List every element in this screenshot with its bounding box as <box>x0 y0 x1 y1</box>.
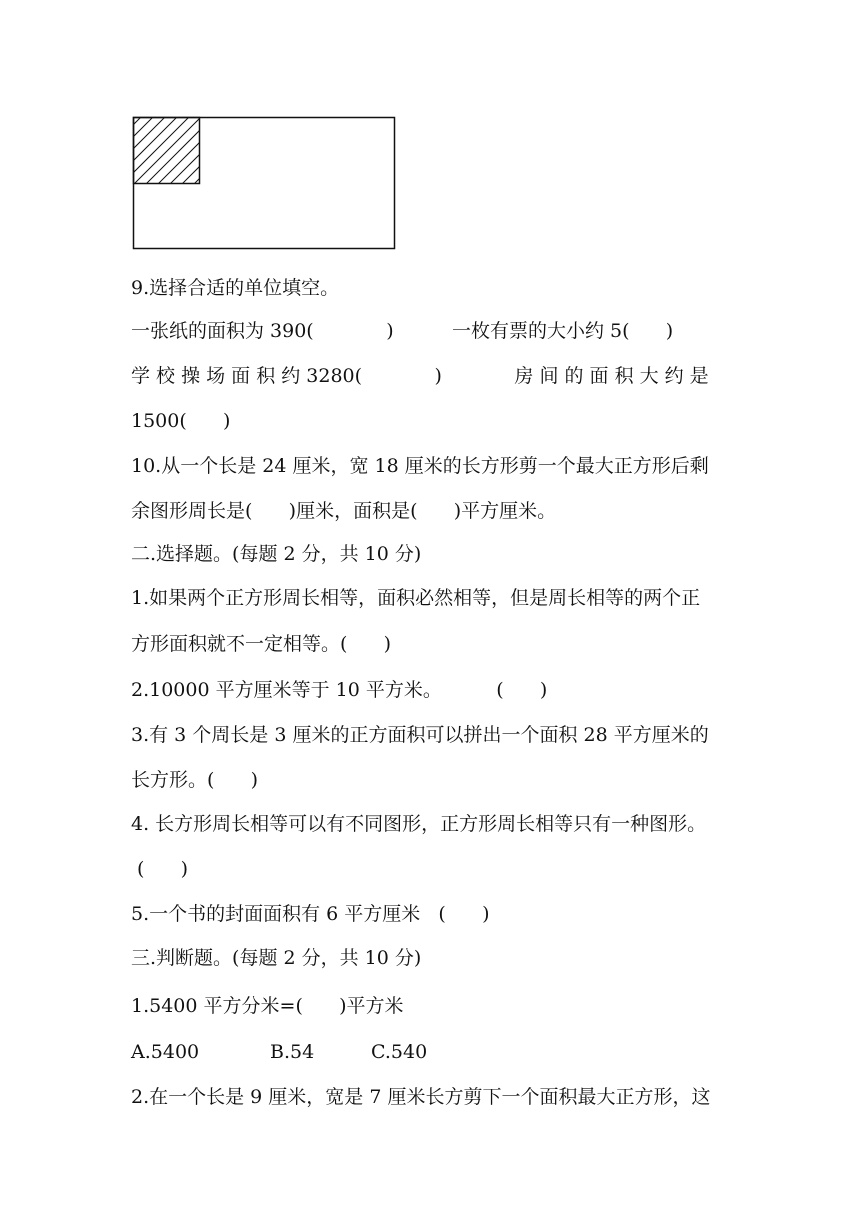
option-a: A.5400 <box>131 1041 200 1063</box>
section2-title: 二.选择题。(每题 2 分，共 10 分) <box>131 543 422 565</box>
q9-stamp-size: 一枚有票的大小约 5( ) <box>452 320 674 342</box>
section2-item: ( ) <box>137 858 189 880</box>
section2-item: 2.10000 平方厘米等于 10 平方米。 ( ) <box>131 679 548 701</box>
section3-title: 三.判断题。(每题 2 分，共 10 分) <box>131 947 422 969</box>
q10-line1: 10.从一个长是 24 厘米，宽 18 厘米的长方形剪一个最大正方形后剩 <box>131 455 709 477</box>
section3-q1: 1.5400 平方分米=( )平方米 <box>131 995 404 1017</box>
option-c: C.540 <box>371 1041 428 1063</box>
section2-item: 1.如果两个正方形周长相等，面积必然相等，但是周长相等的两个正 <box>131 587 701 609</box>
rectangle-figure <box>132 116 396 252</box>
section2-item: 5.一个书的封面面积有 6 平方厘米 ( ) <box>131 903 490 925</box>
q9-title: 9.选择合适的单位填空。 <box>131 277 340 299</box>
section2-item: 方形面积就不一定相等。( ) <box>131 633 392 655</box>
section2-item: 4. 长方形周长相等可以有不同图形，正方形周长相等只有一种图形。 <box>131 813 707 835</box>
section2-item: 长方形。( ) <box>131 769 259 791</box>
q9-room-line: 1500( ) <box>131 410 231 432</box>
q9-paper-area: 一张纸的面积为 390( ) <box>131 320 394 342</box>
option-b: B.54 <box>270 1041 315 1063</box>
section3-q2: 2.在一个长是 9 厘米，宽是 7 厘米长方剪下一个面积最大正方形，这 <box>131 1086 711 1108</box>
q9-playground-line: 学 校 操 场 面 积 约 3280( ) 房 间 的 面 积 大 约 是 <box>131 365 709 387</box>
hatched-square <box>132 116 262 186</box>
section2-item: 3.有 3 个周长是 3 厘米的正方面积可以拼出一个面积 28 平方厘米的 <box>131 724 709 746</box>
q10-line2: 余图形周长是( )厘米，面积是( )平方厘米。 <box>131 500 557 522</box>
